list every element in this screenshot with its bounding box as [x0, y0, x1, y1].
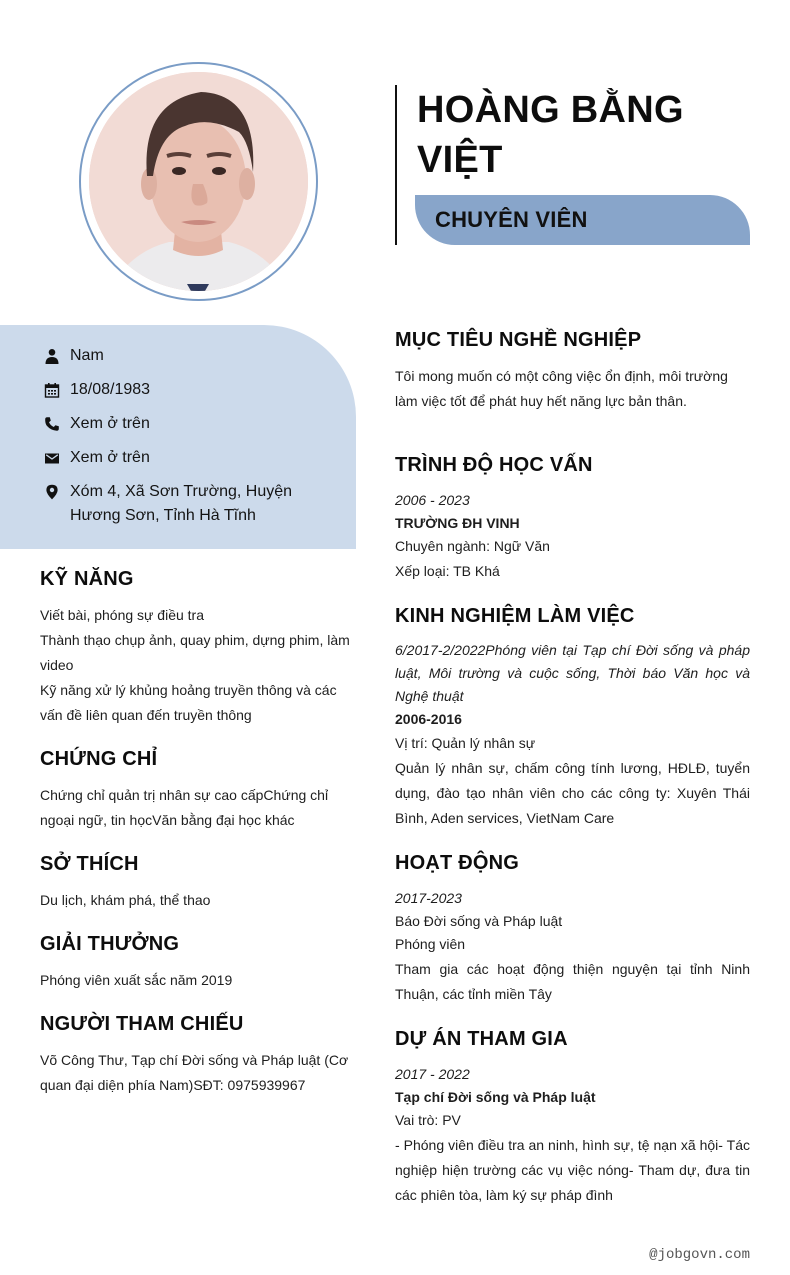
phone-icon [44, 412, 62, 436]
projects-name: Tạp chí Đời sống và Pháp luật [395, 1089, 596, 1105]
certificates-text: Chứng chỉ quản trị nhân sự cao cấpChứng chỉ ngoại ngữ, tin họcVăn bằng đại học khác [40, 787, 329, 828]
objective-section [395, 327, 750, 414]
education-period: 2006 - 2023 [395, 492, 470, 508]
experience-section [395, 603, 750, 831]
activities-period: 2017-2023 [395, 890, 462, 906]
projects-role: Vai trò: PV [395, 1112, 461, 1128]
contact-birthdate [44, 378, 310, 402]
full-name: HOÀNG BẰNG VIỆT [417, 89, 684, 181]
contact-phone [44, 412, 310, 436]
skill-item: Kỹ năng xử lý khủng hoảng truyền thông và các vấn đề liên quan đến truyền thông [40, 682, 337, 723]
contact-gender-text: Nam [70, 347, 104, 364]
education-section [395, 452, 750, 584]
role-badge [415, 195, 750, 245]
activities-section [395, 850, 750, 1007]
activities-heading: HOẠT ĐỘNG [395, 852, 520, 874]
hobbies-heading: SỞ THÍCH [40, 853, 139, 875]
references-heading: NGƯỜI THAM CHIẾU [40, 1013, 244, 1035]
education-heading: TRÌNH ĐỘ HỌC VẤN [395, 454, 593, 476]
hobbies-text: Du lịch, khám phá, thể thao [40, 892, 211, 908]
experience-period: 2006-2016 [395, 711, 462, 727]
experience-description: Quản lý nhân sự, chấm công tính lương, HĐLĐ, tuyển dụng, đào tạo nhân viên cho các công ty: Xuyên Thái Bình, Aden services, VietNam Care [395, 760, 750, 826]
skills-section [40, 566, 350, 728]
contact-email [44, 446, 310, 470]
projects-description: - Phóng viên điều tra an ninh, hình sự, tệ nạn xã hội- Tác nghiệp hiện trường các vụ việc nóng- Tham dự, đưa tin các phiên tòa, làm ký sự pháp đình [395, 1137, 750, 1203]
watermark: @jobgovn.com [649, 1247, 750, 1263]
contact-address [44, 480, 310, 528]
profile-photo [89, 72, 308, 291]
objective-heading: MỤC TIÊU NGHỀ NGHIỆP [395, 329, 642, 351]
education-school: TRƯỜNG ĐH VINH [395, 515, 520, 531]
portrait-image [89, 72, 308, 291]
experience-position: Vị trí: Quản lý nhân sự [395, 735, 536, 751]
activities-description: Tham gia các hoạt động thiện nguyện tại tỉnh Ninh Thuận, các tỉnh miền Tây [395, 961, 750, 1002]
awards-section [40, 931, 350, 993]
mail-icon [44, 446, 62, 470]
skill-item: Thành thạo chụp ảnh, quay phim, dựng phim, làm video [40, 632, 350, 673]
certificates-section [40, 746, 350, 833]
skill-item: Viết bài, phóng sự điều tra [40, 607, 205, 623]
certificates-heading: CHỨNG CHỈ [40, 748, 158, 770]
contact-address-text: Xóm 4, Xã Sơn Trường, Huyện Hương Sơn, Tỉnh Hà Tĩnh [70, 483, 293, 524]
contact-email-text: Xem ở trên [70, 449, 150, 466]
awards-heading: GIẢI THƯỞNG [40, 933, 180, 955]
experience-intro: 6/2017-2/2022Phóng viên tại Tạp chí Đời sống và pháp luật, Môi trường và cuộc sống, Thời báo Văn học và Nghệ thuật [395, 642, 750, 704]
activities-role: Phóng viên [395, 936, 466, 952]
calendar-icon [44, 378, 62, 402]
objective-text: Tôi mong muốn có một công việc ổn định, môi trường làm việc tốt để phát huy hết năng lực bản thân. [395, 368, 728, 409]
profile-photo-frame [79, 62, 318, 301]
references-section [40, 1011, 350, 1098]
awards-text: Phóng viên xuất sắc năm 2019 [40, 972, 233, 988]
contact-birthdate-text: 18/08/1983 [70, 381, 151, 398]
location-pin-icon [44, 480, 62, 504]
experience-heading: KINH NGHIỆM LÀM VIỆC [395, 605, 635, 627]
projects-section [395, 1026, 750, 1208]
skills-heading: KỸ NĂNG [40, 568, 134, 590]
person-icon [44, 344, 62, 368]
activities-organization: Báo Đời sống và Pháp luật [395, 913, 563, 929]
projects-period: 2017 - 2022 [395, 1066, 470, 1082]
projects-heading: DỰ ÁN THAM GIA [395, 1028, 568, 1050]
hobbies-section [40, 851, 350, 913]
contact-phone-text: Xem ở trên [70, 415, 150, 432]
role-title: CHUYÊN VIÊN [435, 207, 588, 232]
contact-gender [44, 344, 310, 368]
references-text: Võ Công Thư, Tạp chí Đời sống và Pháp luật (Cơ quan đại diện phía Nam)SĐT: 0975939967 [40, 1052, 349, 1093]
education-major: Chuyên ngành: Ngữ Văn [395, 538, 550, 554]
education-grade: Xếp loại: TB Khá [395, 563, 500, 579]
